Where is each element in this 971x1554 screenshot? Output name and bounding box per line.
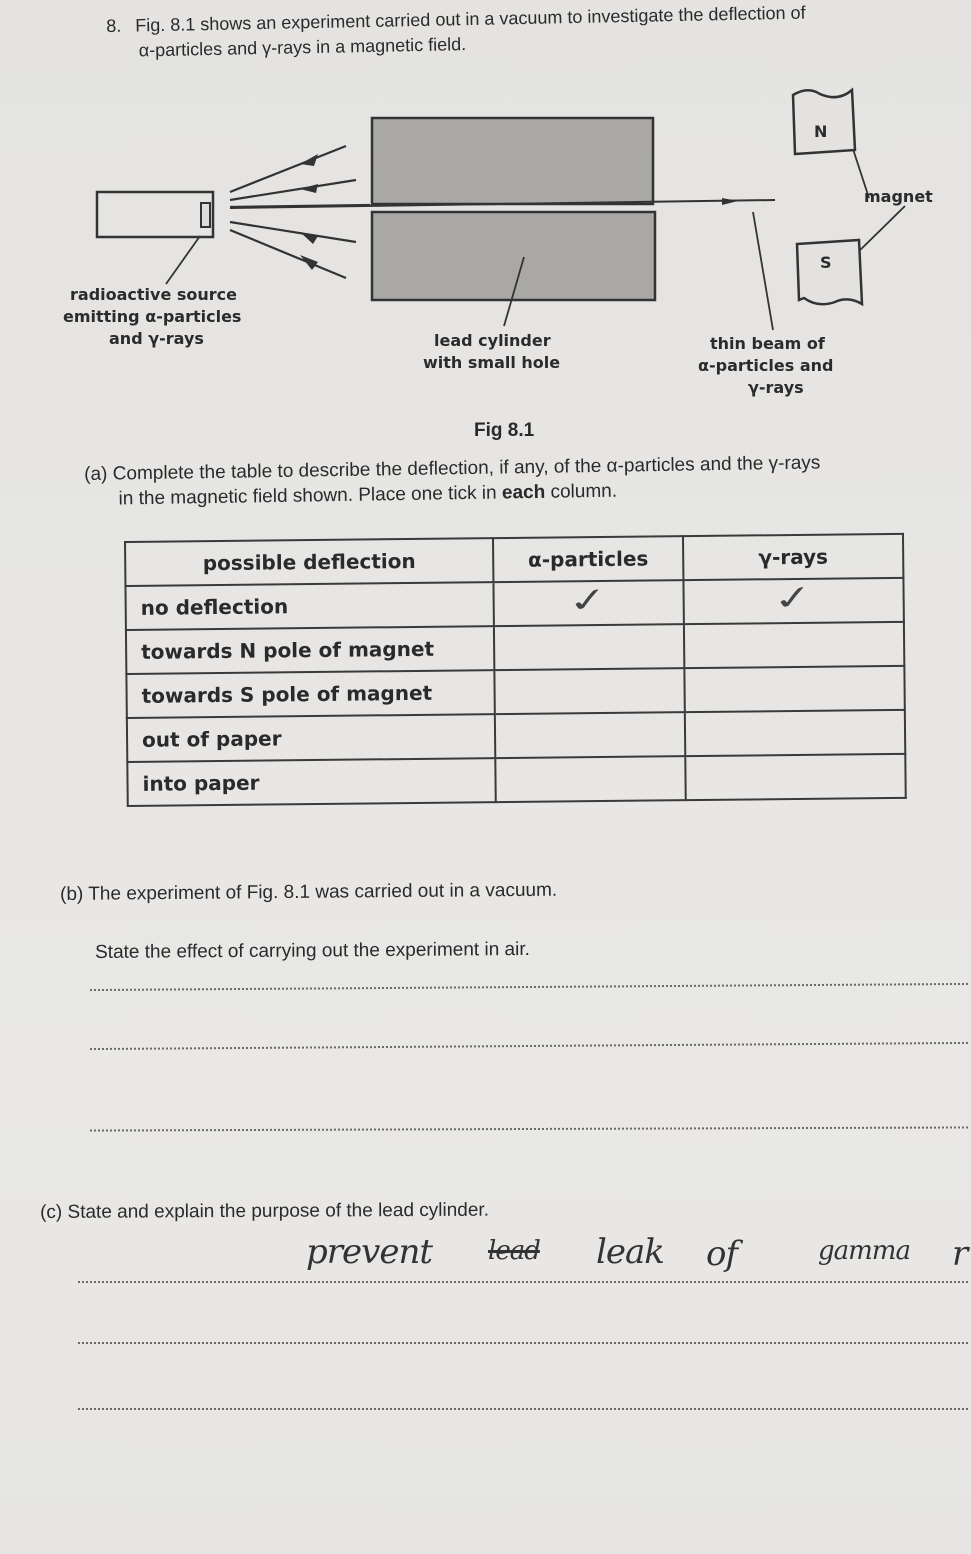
alpha-cell-no-deflection[interactable] [493, 580, 683, 626]
handwriting-word: prevent [306, 1232, 433, 1272]
radioactive-source [97, 192, 213, 237]
source-label-2: emitting α-particles [63, 307, 242, 326]
row-label-into-paper: into paper [127, 758, 495, 806]
header-gamma-rays: γ-rays [683, 534, 903, 580]
row-label-no-deflection: no deflection [125, 582, 493, 630]
question-number: 8. [106, 15, 122, 36]
answer-line-b3[interactable] [90, 1126, 968, 1131]
table-row [127, 754, 905, 806]
lead-cylinder-upper [372, 118, 653, 204]
gamma-cell-into-paper[interactable] [685, 754, 905, 800]
part-b-prompt: State the effect of carrying out the experiment in air. [95, 938, 530, 963]
gamma-cell-out-of-paper[interactable] [685, 710, 905, 756]
beam-label-3: γ-rays [748, 378, 804, 397]
handwriting-word: r [952, 1234, 968, 1274]
header-possible-deflection: possible deflection [125, 538, 493, 586]
row-label-out-of-paper: out of paper [127, 714, 495, 762]
answer-line-c2[interactable] [78, 1342, 968, 1344]
handwriting-word: of [706, 1234, 738, 1274]
alpha-cell-towards-s[interactable] [494, 668, 684, 714]
row-label-towards-s: towards S pole of magnet [126, 670, 494, 718]
tick-mark: ✓ [565, 579, 612, 622]
cylinder-label-1: lead cylinder [434, 331, 551, 350]
row-label-towards-n: towards N pole of magnet [126, 626, 494, 674]
tick-mark: ✓ [770, 577, 817, 620]
part-a-line1: Complete the table to describe the deflection, if any, of the α-particles and the γ-rays [112, 452, 821, 485]
beam-label-2: α-particles and [698, 356, 834, 375]
figure-caption: Fig 8.1 [474, 420, 535, 441]
part-c-text [40, 1198, 489, 1225]
answer-line-b1[interactable] [90, 983, 968, 991]
magnet-label: magnet [864, 187, 933, 206]
source-label-3: and γ-rays [109, 329, 204, 348]
part-b-label: (b) [60, 883, 84, 905]
answer-line-b2[interactable] [90, 1042, 968, 1050]
lead-cylinder-lower [372, 212, 655, 300]
cylinder-label-2: with small hole [423, 353, 561, 372]
part-a-line2-end: column. [545, 480, 618, 503]
gamma-cell-towards-s[interactable] [684, 666, 904, 712]
question-intro-line2: α-particles and γ-rays in a magnetic field. [138, 34, 467, 61]
part-a-line2-start: in the magnetic field shown. Place one tick in [118, 482, 503, 510]
alpha-cell-into-paper[interactable] [495, 756, 685, 802]
alpha-cell-towards-n[interactable] [494, 624, 684, 670]
pole-s-label: S [820, 253, 832, 272]
handwriting-word: leak [596, 1232, 664, 1272]
part-c-label: (c) [40, 1201, 63, 1223]
part-a-text [84, 448, 965, 512]
part-b-statement: The experiment of Fig. 8.1 was carried out in a vacuum. [88, 879, 558, 905]
answer-line-c3[interactable] [78, 1408, 968, 1410]
part-a-line2-bold: each [501, 481, 546, 504]
source-slot [201, 203, 210, 227]
part-a-label: (a) [84, 463, 108, 485]
gamma-cell-no-deflection[interactable] [683, 578, 903, 624]
handwriting-struck-word: lead [488, 1236, 540, 1266]
deflection-table [124, 533, 907, 807]
header-alpha-particles: α-particles [493, 536, 683, 582]
beam-label-1: thin beam of [710, 334, 825, 353]
question-header [106, 0, 957, 64]
answer-line-c1[interactable] [78, 1281, 968, 1283]
pole-n-label: N [814, 122, 828, 141]
source-label-1: radioactive source [70, 285, 238, 304]
part-b-text [60, 878, 557, 907]
gamma-cell-towards-n[interactable] [684, 622, 904, 668]
handwriting-word: gamma [818, 1236, 910, 1266]
alpha-cell-out-of-paper[interactable] [495, 712, 685, 758]
question-intro-line1: Fig. 8.1 shows an experiment carried out in a vacuum to investigate the deflection of [135, 2, 806, 36]
part-c-statement: State and explain the purpose of the lead cylinder. [67, 1199, 490, 1223]
